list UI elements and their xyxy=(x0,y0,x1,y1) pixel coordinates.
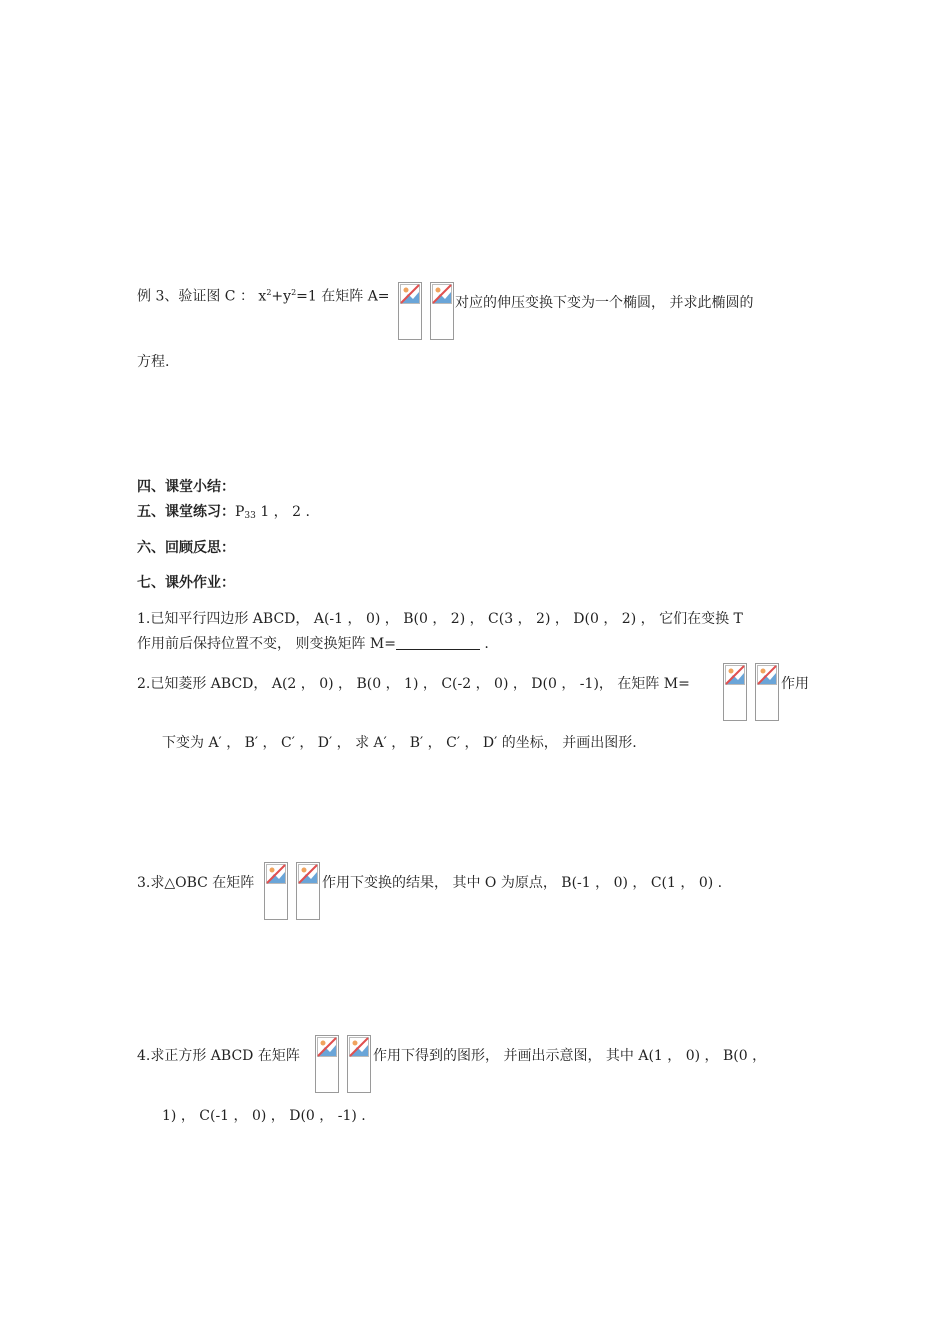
example-3-text-b: +y xyxy=(271,288,292,305)
section-practice xyxy=(137,502,310,526)
problem-2-text-b: 作用 xyxy=(781,676,809,692)
practice-items: 1 ， 2 . xyxy=(255,504,310,520)
problem-2-text-a: 2.已知菱形 ABCD， A(2 ， 0) ， B(0 ， 1) ， C(-2 ， 0) ， D(0 ， -1)， 在矩阵 M= xyxy=(137,676,690,692)
problem-4-text-a: 4.求正方形 ABCD 在矩阵 xyxy=(137,1048,300,1064)
broken-image-icon xyxy=(430,282,454,340)
problem-1-end: . xyxy=(484,636,489,652)
broken-image-icon xyxy=(315,1035,339,1093)
example-3-line-2: 方程. xyxy=(137,354,170,370)
broken-image-icon xyxy=(296,862,320,920)
superscript: 2 xyxy=(266,288,272,297)
section-homework: 七、课外作业： xyxy=(137,575,235,591)
problem-4-text-b: 作用下得到的图形， 并画出示意图， 其中 A(1 ， 0) ， B(0 ， xyxy=(373,1048,767,1064)
problem-4-line-2: 1) ， C(-1 ， 0) ， D(0 ， -1) . xyxy=(162,1108,366,1124)
example-3-text-a: 例 3、验证图 C ： x xyxy=(137,288,267,305)
page-ref-subscript: 33 xyxy=(244,511,256,521)
page-ref: P xyxy=(235,504,245,520)
example-3-text-c: =1 在矩阵 A= xyxy=(296,288,390,305)
problem-3-text-a: 3.求△OBC 在矩阵 xyxy=(137,875,255,891)
problem-1-line-2 xyxy=(137,634,489,654)
superscript: 2 xyxy=(291,288,297,297)
problem-2-line-2: 下变为 A′ ， B′ ， C′ ， D′ ， 求 A′ ， B′ ， C′ ， D′ 的坐标， 并画出图形. xyxy=(162,735,637,751)
answer-blank xyxy=(396,635,480,650)
section-practice-title: 五、课堂练习： xyxy=(137,504,235,520)
section-summary: 四、课堂小结： xyxy=(137,479,235,495)
problem-3-text-b: 作用下变换的结果， 其中 O 为原点， B(-1 ， 0) ， C(1 ， 0) . xyxy=(322,875,723,891)
broken-image-icon xyxy=(723,663,747,721)
broken-image-icon xyxy=(755,663,779,721)
problem-1-line-1: 1.已知平行四边形 ABCD， A(-1 ， 0) ， B(0 ， 2) ， C(3 ， 2) ， D(0 ， 2) ， 它们在变换 T xyxy=(137,611,743,627)
broken-image-icon xyxy=(264,862,288,920)
example-3-line-1 xyxy=(137,283,390,307)
example-3-text-d: 对应的伸压变换下变为一个椭圆， 并求此椭圆的 xyxy=(455,295,754,311)
section-reflection: 六、回顾反思： xyxy=(137,540,235,556)
broken-image-icon xyxy=(347,1035,371,1093)
broken-image-icon xyxy=(398,282,422,340)
problem-1-text: 作用前后保持位置不变， 则变换矩阵 M= xyxy=(137,636,396,652)
